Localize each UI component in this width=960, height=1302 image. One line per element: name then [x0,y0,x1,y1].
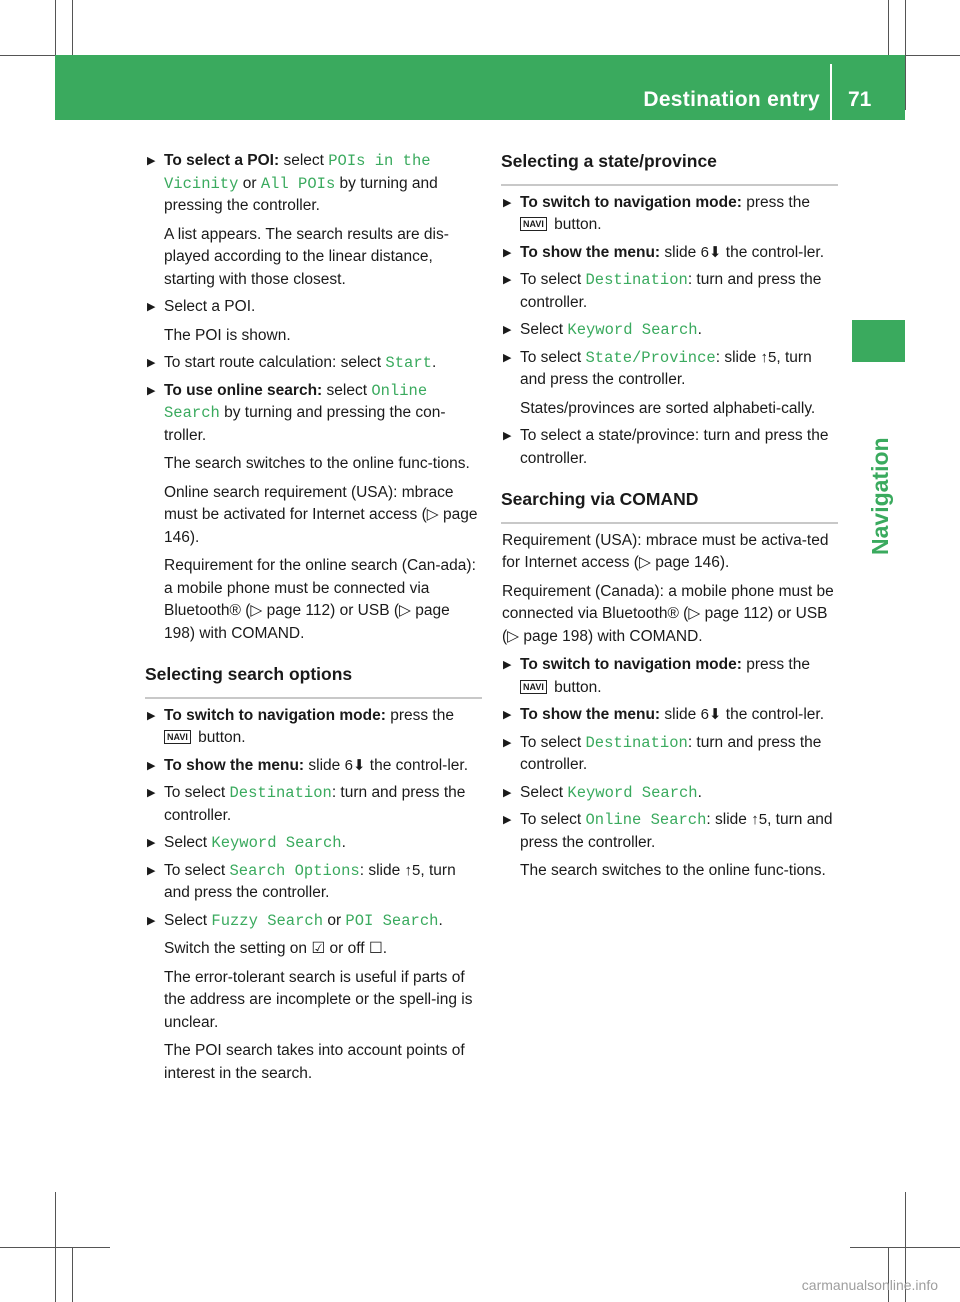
menu-item-keyword-search: Keyword Search [567,783,698,802]
crop-mark [72,0,73,55]
menu-item-destination: Destination [585,733,688,752]
menu-item-pois-in-vicinity: POIs in the Vicinity [164,152,431,193]
bullet-arrow-icon: ▶ [147,384,156,397]
list-item: ▶ Select Keyword Search. [502,319,838,342]
paragraph: Requirement (Canada): a mobile phone must be connected via Bluetooth® (▷ page 112) or USB (▷ page 198) with COMAND. [502,582,834,645]
side-tab-marker [852,320,905,362]
section-heading: Searching via COMAND [501,488,838,524]
bullet-arrow-icon: ▶ [503,736,512,749]
bullet-arrow-icon: ▶ [503,246,512,259]
watermark: carmanualsonline.info [801,1277,938,1293]
paragraph: Requirement (USA): mbrace must be activa-ted for Internet access (▷ page 146). [502,531,829,571]
crop-mark [888,0,889,55]
menu-item-destination: Destination [229,784,332,802]
list-item: ▶ Select Fuzzy Search or POI Search. Switch the setting on ☑ or off ☐. The error-tolerant search is useful if parts of the address are incomplete or the spell-ing is unclear. The POI search takes into account points of interest in the search. [147,911,473,1082]
left-column [146,150,482,1090]
list-item: ▶ Select Keyword Search. [502,782,838,805]
controller-slide-up-icon: ↑5 [404,861,421,879]
bullet-arrow-icon: ▶ [147,301,156,313]
controller-slide-up-icon: ↑5 [760,348,777,366]
side-tab-label: Navigation [867,437,893,555]
list-item: ▶ To select a POI: select POIs in the Vicinity or All POIs by turning and pressing the controller. A list appears. The search results are dis-played according to the linear distance, starting with those closest. [147,152,449,288]
menu-item-fuzzy-search: Fuzzy Search [211,911,324,930]
menu-item-poi-search: POI Search [345,911,439,930]
list-item: ▶ To select Destination: turn and press the controller. [503,271,822,311]
section-heading: Selecting search options [145,663,482,699]
crop-mark [888,1247,889,1302]
navi-button-icon: NAVI [164,730,191,744]
bullet-arrow-icon: ▶ [503,430,512,442]
controller-slide-down-icon: 6⬇ [700,243,722,261]
bullet-arrow-icon: ▶ [147,914,156,927]
menu-item-all-pois: All POIs [260,174,336,193]
list-item: ▶ To switch to navigation mode: press the NAVI button. [147,706,454,746]
list-item: ▶ To use online search: select Online Search by turning and pressing the con-troller. The search switches to the online func-tions. Online search requirement (USA): mbrace must be activated for Internet access (▷ page 146). Requirement for the online search (Can-ada): a mobile phone must be connected via Bluetooth® (▷ page 112) or USB (▷ page 198) with COMAND. [147,381,478,642]
list-item: ▶ To select Destination: turn and press the controller. [503,733,822,773]
navi-button-icon: NAVI [520,217,547,231]
navi-button-icon: NAVI [520,680,547,694]
list-item: ▶ To select Search Options: slide ↑5, turn and press the controller. [147,861,456,901]
controller-slide-down-icon: 6⬇ [700,706,722,723]
bullet-arrow-icon: ▶ [503,351,512,364]
controller-slide-down-icon: 6⬇ [344,756,366,774]
list-item: ▶ To show the menu: slide 6⬇ the control-ler. [146,755,482,778]
list-item: ▶ To select Online Search: slide ↑5, turn and press the controller. The search switches to the online func-tions. [503,811,833,879]
menu-item-start: Start [385,354,432,372]
menu-item-online-search: Online Search [585,811,707,829]
menu-item-online-search: Online Search [164,381,428,422]
list-item: ▶ Select a POI. The POI is shown. [147,298,291,344]
crop-mark [905,0,906,110]
menu-item-destination: Destination [585,271,688,289]
bullet-arrow-icon: ▶ [147,759,156,772]
list-item: ▶ To select State/Province: slide ↑5, turn and press the controller. States/provinces are sorted alphabeti-cally. [503,348,816,417]
bullet-arrow-icon: ▶ [147,787,156,799]
list-item: ▶ To select Destination: turn and press the controller. [147,784,466,824]
bullet-arrow-icon: ▶ [503,274,512,286]
page-number: 71 [848,88,872,111]
list-item: ▶ To show the menu: slide 6⬇ the control-ler. [502,704,838,727]
crop-mark [72,1247,73,1302]
section-title: Destination entry [643,88,820,111]
menu-item-keyword-search: Keyword Search [211,834,342,852]
section-heading: Selecting a state/province [501,150,838,186]
list-item: ▶ Select Keyword Search. [146,832,482,855]
list-item: ▶ To switch to navigation mode: press the NAVI button. [503,193,810,233]
list-item: ▶ To switch to navigation mode: press the NAVI button. [503,656,810,696]
bullet-arrow-icon: ▶ [503,324,512,336]
bullet-arrow-icon: ▶ [147,357,156,369]
bullet-arrow-icon: ▶ [503,659,512,671]
menu-item-keyword-search: Keyword Search [567,321,698,339]
header-divider [830,64,832,120]
list-item: ▶ To select a state/province: turn and press the controller. [503,427,829,467]
bullet-arrow-icon: ▶ [147,155,156,167]
controller-slide-up-icon: ↑5 [751,811,768,828]
bullet-arrow-icon: ▶ [503,786,512,799]
menu-item-search-options: Search Options [229,861,360,880]
bullet-arrow-icon: ▶ [147,864,156,877]
list-item: ▶ To show the menu: slide 6⬇ the control-ler. [502,242,838,265]
bullet-arrow-icon: ▶ [503,814,512,826]
bullet-arrow-icon: ▶ [503,709,512,721]
crop-mark [55,1192,56,1302]
bullet-arrow-icon: ▶ [147,837,156,849]
right-column [502,150,838,888]
list-item: ▶ To start route calculation: select Start. [146,352,482,375]
bullet-arrow-icon: ▶ [503,196,512,209]
menu-item-state-province: State/Province [585,348,716,367]
bullet-arrow-icon: ▶ [147,709,156,722]
